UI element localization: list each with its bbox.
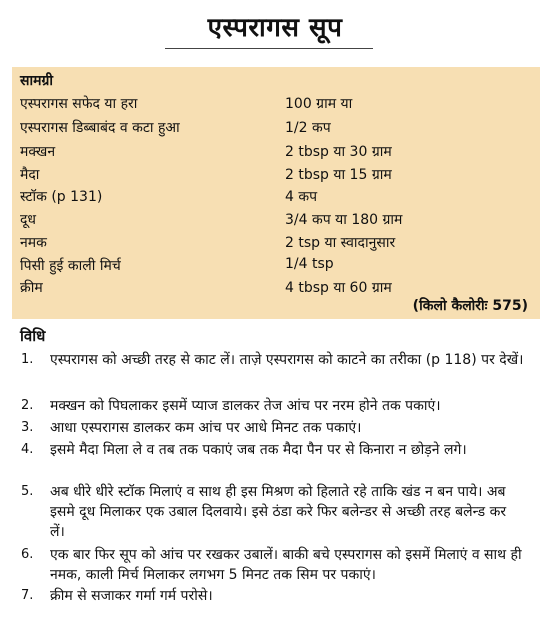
ingredient-name: एस्परागस सफेद या हरा: [20, 96, 138, 112]
step-text: अब धीरे धीरे स्टॉक मिलाएं व साथ ही इस मिश्रण को हिलाते रहे ताकि खंड न बन पाये। अब इसमे दूध मिलाकर एक उबाल दिलवाये। इसे ठंडा करे फिर बलेन्डर से अच्छी तरह बलेन्ड कर लें।: [50, 484, 507, 540]
step-text: क्रीम से सजाकर गर्मा गर्म परोसे।: [50, 588, 213, 604]
ingredient-quantity: 2 tbsp या 30 ग्राम: [285, 144, 392, 160]
step-text: एक बार फिर सूप को आंच पर रखकर उबालें। बाकी बचे एस्परागस को इसमें मिलाएं व साथ ही नमक, काली मिर्च मिलाकर लगभग 5 मिनट तक सिम पर पकाएं।: [50, 547, 522, 583]
step-text: इसमे मैदा मिला ले व तब तक पकाएं जब तक मैदा पैन पर से किनारा न छोड़ने लगे।: [50, 442, 467, 458]
method-heading: विधि: [20, 327, 46, 345]
ingredient-quantity: 2 tsp या स्वादानुसार: [285, 235, 396, 251]
step-number: 2.: [21, 398, 34, 413]
step-number: 5.: [21, 484, 34, 499]
calorie-count: (किलो कैलोरीः 575): [412, 298, 528, 314]
ingredient-quantity: 2 tbsp या 15 ग्राम: [285, 167, 392, 183]
step-text: एस्परागस को अच्छी तरह से काट लें। ताज़े एस्परागस को काटने का तरीका (p 118) पर देखें।: [50, 352, 524, 368]
ingredient-quantity: 100 ग्राम या: [285, 96, 353, 112]
step-text: आधा एस्परागस डालकर कम आंच पर आधे मिनट तक पकाएं।: [50, 420, 362, 436]
ingredient-name: स्टॉक (p 131): [20, 189, 103, 205]
ingredient-row: [12, 187, 540, 209]
ingredient-row: [12, 256, 540, 278]
ingredient-name: नमक: [20, 235, 47, 251]
step-number: 1.: [21, 352, 34, 367]
ingredient-name: एस्परागस डिब्बाबंद व कटा हुआ: [20, 120, 180, 136]
ingredient-quantity: 3/4 कप या 180 ग्राम: [285, 212, 403, 228]
ingredient-row: [12, 165, 540, 187]
ingredient-row: [12, 94, 540, 116]
ingredient-row: [12, 118, 540, 140]
ingredient-name: मैदा: [20, 167, 40, 183]
ingredient-name: पिसी हुई काली मिर्च: [20, 258, 121, 274]
ingredient-quantity: 1/2 कप: [285, 120, 331, 136]
ingredient-quantity: 1/4 tsp: [285, 256, 334, 272]
step-number: 7.: [21, 588, 34, 603]
recipe-title: एस्परागस सूप: [207, 13, 343, 43]
step-number: 3.: [21, 420, 34, 435]
step-number: 4.: [21, 442, 34, 457]
ingredient-quantity: 4 कप: [285, 189, 318, 205]
step-text: मक्खन को पिघलाकर इसमें प्याज डालकर तेज आंच पर नरम होने तक पकाएं।: [50, 398, 441, 414]
ingredient-row: [12, 142, 540, 164]
ingredients-panel: [12, 67, 540, 319]
ingredient-row: [12, 210, 540, 232]
ingredient-name: दूध: [20, 212, 37, 228]
ingredient-name: मक्खन: [20, 144, 56, 160]
ingredient-name: क्रीम: [20, 280, 43, 296]
ingredient-quantity: 4 tbsp या 60 ग्राम: [285, 280, 392, 296]
ingredient-row: [12, 233, 540, 255]
ingredients-heading: सामग्री: [20, 73, 53, 89]
step-number: 6.: [21, 547, 34, 562]
title-underline: [165, 48, 373, 49]
